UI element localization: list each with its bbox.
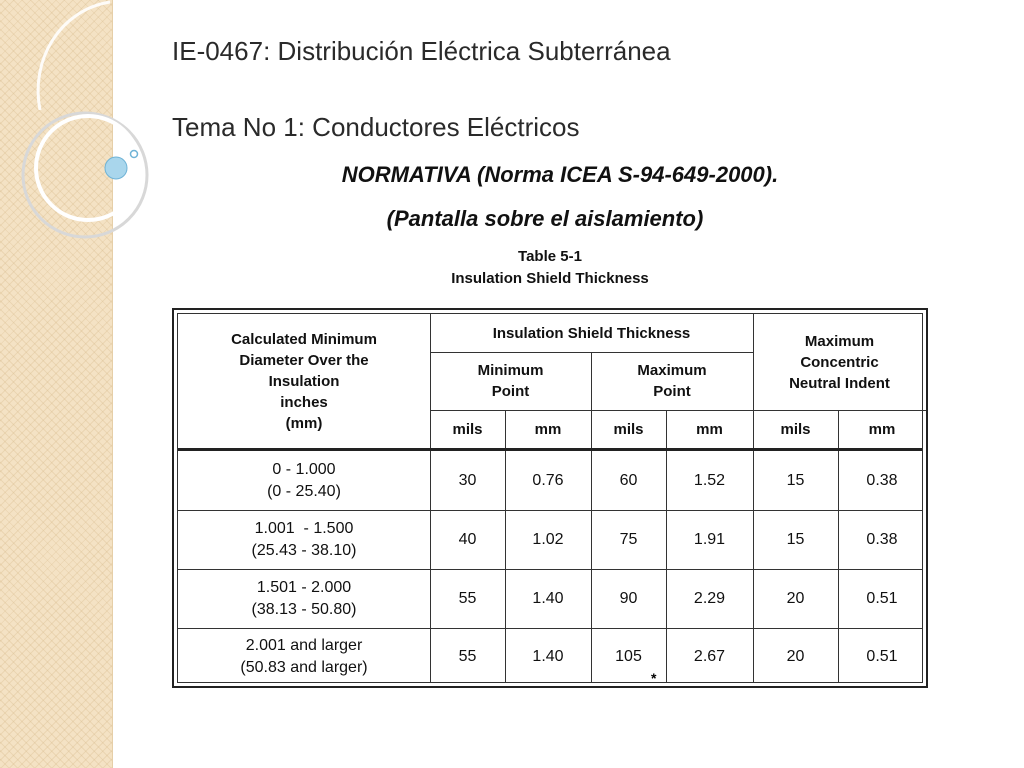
- range-inches: 0 - 1.000: [272, 460, 336, 478]
- table-cell: 0.38: [866, 530, 898, 548]
- table-cell: 55: [458, 589, 477, 607]
- table-cell: 30: [458, 471, 477, 489]
- header-max-line: Point: [653, 383, 691, 400]
- slide-topic: Tema No 1: Conductores Eléctricos: [172, 112, 580, 142]
- table-number: Table 5-1: [518, 248, 582, 265]
- table-cell: 40: [458, 530, 477, 548]
- table-grid: [177, 313, 923, 686]
- table-row-range: [178, 510, 430, 569]
- table-cell: 60: [619, 471, 638, 489]
- table-cell: 75: [619, 530, 638, 548]
- unit-header: mils: [452, 420, 483, 438]
- header-diameter-line: inches: [280, 393, 328, 411]
- table-cell: 0.51: [866, 648, 898, 665]
- table-title: Insulation Shield Thickness: [451, 270, 649, 287]
- range-inches: 2.001 and larger: [245, 637, 363, 654]
- table-cell: 1.40: [532, 648, 564, 665]
- range-mm: (0 - 25.40): [267, 482, 341, 500]
- table-cell: 90: [619, 589, 638, 607]
- header-neutral-line: Maximum: [804, 332, 875, 350]
- unit-header: mm: [696, 420, 723, 438]
- table-cell: 15: [786, 530, 805, 548]
- table-cell: 0.38: [866, 471, 898, 489]
- range-inches: 1.001 - 1.500: [254, 519, 354, 537]
- table-cell: 1.40: [532, 589, 564, 607]
- header-diameter-line: Diameter Over the: [239, 351, 369, 369]
- range-mm: (38.13 - 50.80): [251, 600, 357, 618]
- table-cell: 2.67: [693, 648, 726, 665]
- table-cell: 0.76: [532, 471, 564, 489]
- table-cell: 20: [786, 589, 805, 607]
- unit-header: mm: [868, 420, 896, 438]
- header-minimum-point: [430, 352, 591, 410]
- pantalla-subtitle: (Pantalla sobre el aislamiento): [386, 206, 704, 231]
- range-inches: 1.501 - 2.000: [256, 578, 352, 596]
- header-diameter-line: Insulation: [268, 372, 340, 390]
- table-cell: 55: [458, 648, 477, 665]
- table-cell: 105: [615, 648, 642, 665]
- header-diameter: [178, 314, 430, 448]
- range-mm: (50.83 and larger): [240, 659, 368, 676]
- unit-header: mils: [613, 420, 644, 438]
- table-cell: 2.29: [693, 589, 726, 607]
- table-row-range: [178, 451, 430, 510]
- table-cell: 1.52: [693, 471, 726, 489]
- unit-header: mm: [534, 420, 562, 438]
- table-cell: 0.51: [866, 589, 898, 607]
- table-row-range: [178, 569, 430, 628]
- table-cell: 1.91: [693, 530, 726, 548]
- header-diameter-line: Calculated Minimum: [231, 330, 377, 348]
- decorative-circles: [0, 0, 160, 300]
- header-min-line: Point: [491, 383, 530, 400]
- header-diameter-line: (mm): [285, 414, 323, 432]
- header-neutral-line: Concentric: [800, 353, 879, 371]
- header-min-line: Minimum: [477, 362, 544, 379]
- table-cell: 20: [786, 648, 805, 665]
- header-max-line: Maximum: [637, 362, 707, 379]
- insulation-shield-table: [172, 308, 928, 688]
- normativa-subtitle: NORMATIVA (Norma ICEA S-94-649-2000).: [341, 162, 779, 187]
- slide-title: IE-0467: Distribución Eléctrica Subterránea: [172, 36, 671, 66]
- table-row-range: [178, 628, 430, 686]
- header-neutral-indent: [753, 314, 926, 410]
- header-shield-thickness: Insulation Shield Thickness: [492, 324, 691, 342]
- footnote-mark: *: [651, 670, 657, 686]
- table-cell: 1.02: [532, 530, 564, 548]
- range-mm: (25.43 - 38.10): [251, 541, 357, 559]
- header-maximum-point: [591, 352, 753, 410]
- table-cell: 15: [786, 471, 805, 489]
- header-neutral-line: Neutral Indent: [789, 374, 890, 392]
- unit-header: mils: [780, 420, 811, 438]
